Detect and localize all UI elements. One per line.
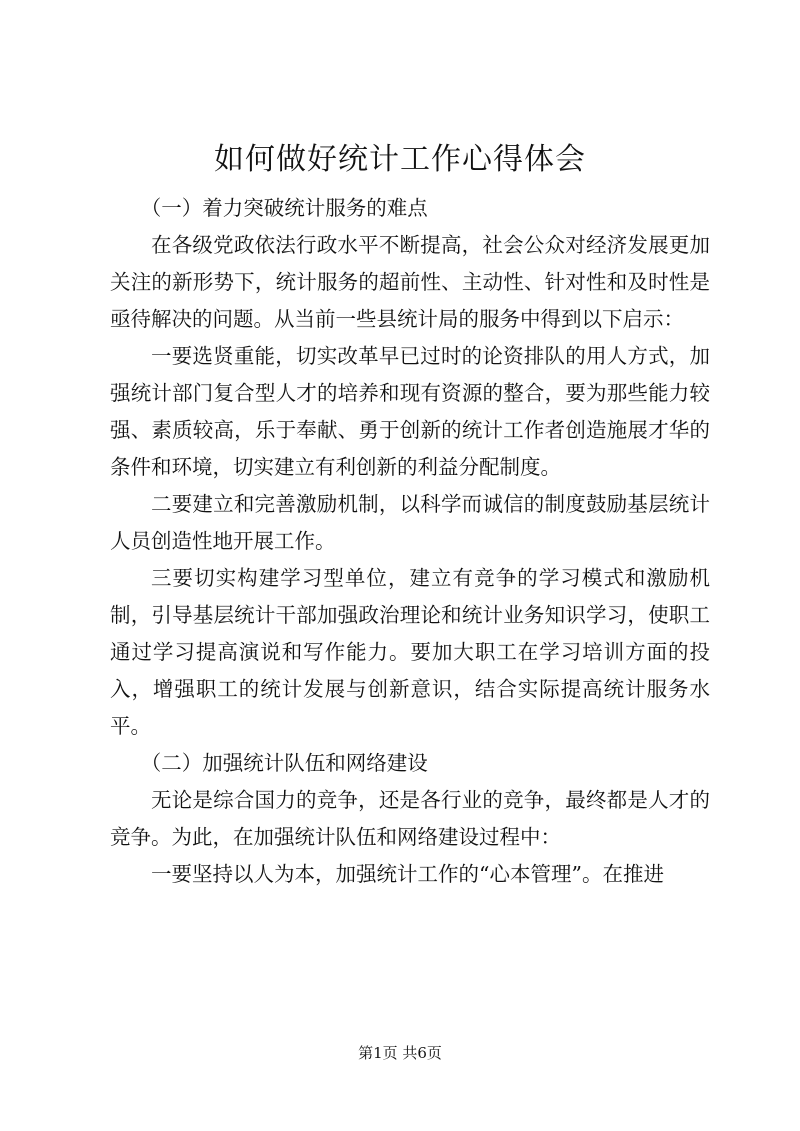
document-body bbox=[110, 190, 710, 893]
body-paragraph: 二要建立和完善激励机制，以科学而诚信的制度鼓励基层统计人员创造性地开展工作。 bbox=[110, 492, 710, 553]
page-footer: 第1页 共6页 bbox=[358, 1044, 442, 1062]
body-paragraph: 在各级党政依法行政水平不断提高，社会公众对经济发展更加关注的新形势下，统计服务的超前性、主动性、针对性和及时性是亟待解决的问题。从当前一些县统计局的服务中得到以下启示： bbox=[110, 233, 710, 331]
section-heading: （二）加强统计队伍和网络建设 bbox=[140, 751, 428, 775]
body-paragraph: 三要切实构建学习型单位，建立有竞争的学习模式和激励机制，引导基层统计干部加强政治理论和统计业务知识学习，使职工通过学习提高演说和写作能力。要加大职工在学习培训方面的投入，增强职工的统计发展与创新意识，结合实际提高统计服务水平。 bbox=[110, 566, 710, 738]
body-paragraph: 一要选贤重能，切实改革早已过时的论资排队的用人方式，加强统计部门复合型人才的培养和现有资源的整合，要为那些能力较强、素质较高，乐于奉献、勇于创新的统计工作者创造施展才华的条件和环境，切实建立有利创新的利益分配制度。 bbox=[110, 344, 710, 479]
document-title: 如何做好统计工作心得体会 bbox=[214, 142, 586, 177]
body-paragraph: 无论是综合国力的竞争，还是各行业的竞争，最终都是人才的竞争。为此，在加强统计队伍和网络建设过程中： bbox=[110, 788, 710, 849]
section-heading: （一）着力突破统计服务的难点 bbox=[140, 196, 428, 220]
body-paragraph: 一要坚持以人为本，加强统计工作的“心本管理”。在推进 bbox=[151, 862, 664, 886]
